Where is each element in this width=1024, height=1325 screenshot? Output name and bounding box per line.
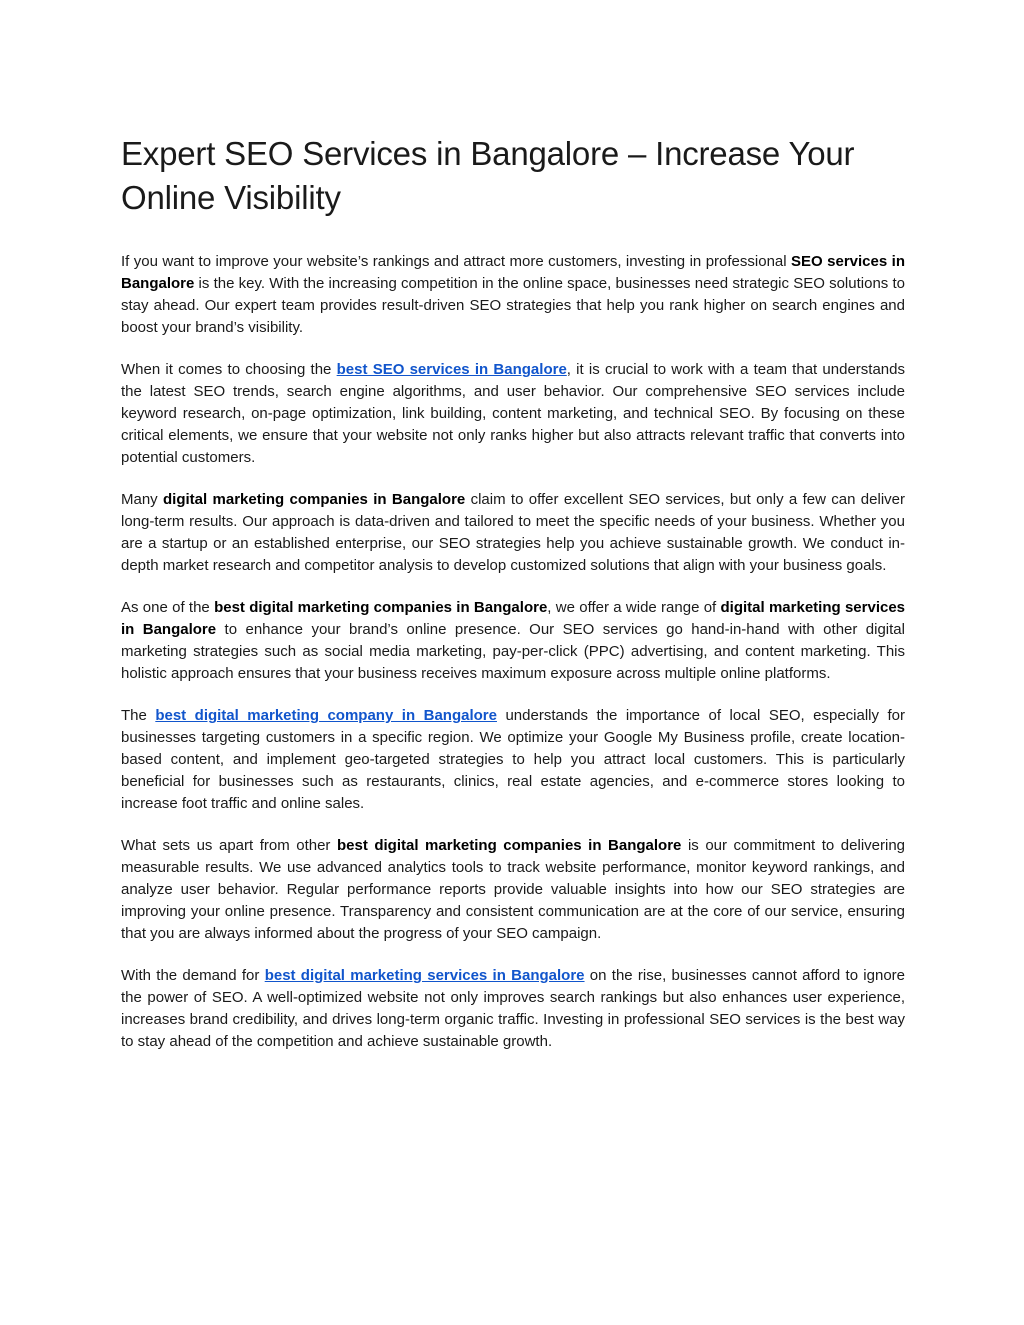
paragraph-text: With the demand for xyxy=(121,967,265,984)
link-best-digital-marketing-services[interactable]: best digital marketing services in Bangalore xyxy=(264,967,585,984)
paragraph-text: , we offer a wide range of xyxy=(547,599,721,616)
bold-phrase: digital marketing companies in Bangalore xyxy=(163,491,466,508)
bold-phrase: digital marketing services in Bangalore xyxy=(121,599,906,638)
paragraph-companies xyxy=(121,489,905,577)
bold-phrase: SEO services in Bangalore xyxy=(121,253,905,292)
paragraph-apart xyxy=(121,835,905,945)
paragraph-text: , it is crucial to work with a team that understands the latest SEO trends, search engine algorithms, and user behavior. Our comprehensive SEO services include keyword research, on-page optimization, link building, content marketing, and technical SEO. By focusing on these critical elements, we ensure that your website not only ranks higher but also attracts relevant traffic that converts into potential customers. xyxy=(121,361,905,466)
paragraph-text: to enhance your brand’s online presence. Our SEO services go hand-in-hand with other digital marketing strategies such as social media marketing, pay-per-click (PPC) advertising, and content marketing. This holistic approach ensures that your business receives maximum exposure across multiple online platforms. xyxy=(121,621,905,682)
paragraph-text: As one of the xyxy=(121,599,215,616)
paragraph-choosing xyxy=(121,359,905,469)
paragraph-text: When it comes to choosing the xyxy=(121,361,337,378)
paragraph-text: understands the importance of local SEO, especially for businesses targeting customers in a specific region. We optimize your Google My Business profile, create location-based content, and implement geo-targeted strategies to help you attract local customers. This is particularly beneficial for businesses such as restaurants, clinics, real estate agencies, and e-commerce stores looking to increase foot traffic and online sales. xyxy=(121,707,905,812)
paragraph-intro xyxy=(121,251,905,339)
paragraph-local-seo xyxy=(121,705,905,815)
bold-phrase: best digital marketing companies in Bangalore xyxy=(214,599,548,616)
paragraph-text: The xyxy=(121,707,156,724)
link-best-digital-marketing-company[interactable]: best digital marketing company in Bangalore xyxy=(155,707,497,724)
paragraph-demand xyxy=(121,965,905,1053)
bold-phrase: best digital marketing companies in Bangalore xyxy=(336,837,682,854)
paragraph-services xyxy=(121,597,905,685)
paragraph-text: What sets us apart from other xyxy=(121,837,337,854)
paragraph-text: Many xyxy=(121,491,164,508)
paragraph-text: claim to offer excellent SEO services, but only a few can deliver long-term results. Our approach is data-driven and tailored to meet the specific needs of your business. Whether you are a startup or an established enterprise, our SEO strategies help you achieve sustainable growth. We conduct in-depth market research and competitor analysis to develop customized solutions that align with your business goals. xyxy=(121,491,905,574)
paragraph-text: on the rise, businesses cannot afford to ignore the power of SEO. A well-optimized website not only improves search rankings but also enhances user experience, increases brand credibility, and drives long-term organic traffic. Investing in professional SEO services is the best way to stay ahead of the competition and achieve sustainable growth. xyxy=(121,967,906,1050)
paragraph-text: is the key. With the increasing competition in the online space, businesses need strategic SEO solutions to stay ahead. Our expert team provides result-driven SEO strategies that help you rank higher on search engines and boost your brand’s visibility. xyxy=(121,275,905,336)
document-title: Expert SEO Services in Bangalore – Increase Your Online Visibility xyxy=(121,135,855,216)
paragraph-text: is our commitment to delivering measurable results. We use advanced analytics tools to track website performance, monitor keyword rankings, and analyze user behavior. Regular performance reports provide valuable insights into how our SEO strategies are improving your online presence. Transparency and consistent communication are at the core of our service, ensuring that you are always informed about the progress of your SEO campaign. xyxy=(121,837,905,942)
link-best-seo-services[interactable]: best SEO services in Bangalore xyxy=(336,361,567,378)
paragraph-text: If you want to improve your website’s rankings and attract more customers, investing in professional xyxy=(121,253,792,270)
document-page xyxy=(121,132,905,1073)
